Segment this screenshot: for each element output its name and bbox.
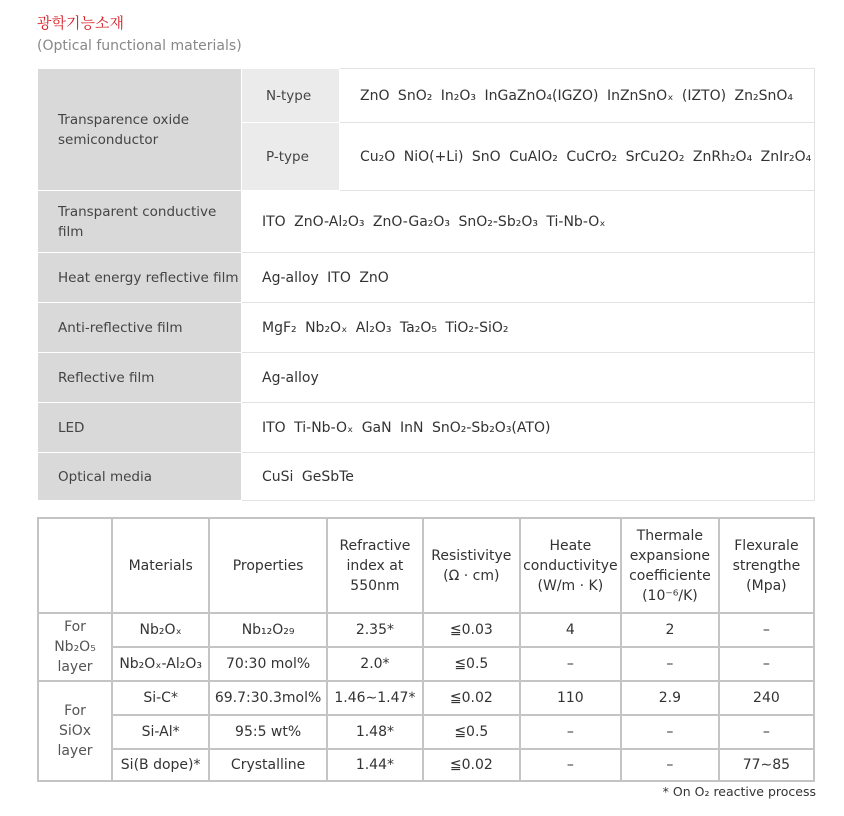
category-label: Transparence oxide semiconductor: [38, 69, 242, 191]
table-row: [38, 69, 815, 123]
materials-value: Ag-alloy ITO ZnO: [242, 253, 815, 303]
footnote: * On O₂ reactive process: [662, 784, 816, 799]
table-cell: 2: [621, 613, 719, 647]
table-row: [38, 303, 815, 353]
table-cell: 2.9: [621, 681, 719, 715]
table-row: [38, 253, 815, 303]
table-cell: 70:30 mol%: [209, 647, 327, 681]
table-cell: –: [719, 715, 814, 749]
column-header: Heate conductivitye (W/m · K): [520, 518, 621, 613]
column-header: Thermale expansione coefficiente (10⁻⁶/K): [621, 518, 719, 613]
table-cell: Nb₁₂O₂₉: [209, 613, 327, 647]
table-cell: Nb₂Oₓ: [112, 613, 209, 647]
table-cell: 1.48*: [327, 715, 423, 749]
table-cell: Si(B dope)*: [112, 749, 209, 781]
properties-table: [37, 517, 815, 782]
column-header: Resistivitye (Ω · cm): [423, 518, 520, 613]
table-cell: –: [719, 613, 814, 647]
table-cell: –: [621, 647, 719, 681]
group-label: For SiOx layer: [38, 681, 112, 781]
group-label: For Nb₂O₅ layer: [38, 613, 112, 681]
materials-value: ITO ZnO-Al₂O₃ ZnO-Ga₂O₃ SnO₂-Sb₂O₃ Ti-Nb-Oₓ: [242, 191, 815, 253]
table-cell: 95:5 wt%: [209, 715, 327, 749]
table-cell: ≦0.02: [423, 749, 520, 781]
table-row: [38, 647, 814, 681]
page-title-korean: 광학기능소재: [37, 14, 124, 32]
subtype-label: N-type: [242, 69, 340, 123]
table-cell: –: [719, 647, 814, 681]
table-cell: 69.7:30.3mol%: [209, 681, 327, 715]
table-row: [38, 353, 815, 403]
table-cell: –: [520, 647, 621, 681]
table-cell: ≦0.5: [423, 647, 520, 681]
column-header: Flexurale strengthe (Mpa): [719, 518, 814, 613]
materials-value: ZnO SnO₂ In₂O₃ InGaZnO₄(IGZO) InZnSnOₓ (IZTO) Zn₂SnO₄: [340, 69, 815, 123]
materials-value: Ag-alloy: [242, 353, 815, 403]
column-header: Materials: [112, 518, 209, 613]
materials-value: CuSi GeSbTe: [242, 453, 815, 501]
category-label: Heat energy reflective film: [38, 253, 242, 303]
subtype-label: P-type: [242, 123, 340, 191]
table-cell: ≦0.02: [423, 681, 520, 715]
table-cell: 77∼85: [719, 749, 814, 781]
column-header: Properties: [209, 518, 327, 613]
table-row: [38, 613, 814, 647]
table-cell: 1.44*: [327, 749, 423, 781]
applications-table: [37, 68, 815, 501]
page-title-english: (Optical functional materials): [37, 38, 242, 54]
header-row: [38, 518, 814, 613]
category-label: Anti-reflective film: [38, 303, 242, 353]
table-cell: Nb₂Oₓ-Al₂O₃: [112, 647, 209, 681]
table-cell: Si-C*: [112, 681, 209, 715]
category-label: Transparent conductive film: [38, 191, 242, 253]
table-row: [38, 715, 814, 749]
table-cell: –: [520, 749, 621, 781]
table-cell: –: [520, 715, 621, 749]
table-cell: Crystalline: [209, 749, 327, 781]
table-cell: 110: [520, 681, 621, 715]
materials-value: Cu₂O NiO(+Li) SnO CuAlO₂ CuCrO₂ SrCu2O₂ ZnRh₂O₄ ZnIr₂O₄: [340, 123, 815, 191]
table-cell: ≦0.5: [423, 715, 520, 749]
table-cell: –: [621, 715, 719, 749]
table-cell: 4: [520, 613, 621, 647]
table-cell: 2.0*: [327, 647, 423, 681]
table-row: [38, 453, 815, 501]
table-row: [38, 403, 815, 453]
table-cell: Si-Al*: [112, 715, 209, 749]
materials-value: MgF₂ Nb₂Oₓ Al₂O₃ Ta₂O₅ TiO₂-SiO₂: [242, 303, 815, 353]
column-header: [38, 518, 112, 613]
materials-value: ITO Ti-Nb-Oₓ GaN InN SnO₂-Sb₂O₃(ATO): [242, 403, 815, 453]
table-cell: ≦0.03: [423, 613, 520, 647]
table-cell: 2.35*: [327, 613, 423, 647]
column-header: Refractive index at 550nm: [327, 518, 423, 613]
table-row: [38, 191, 815, 253]
table-cell: 240: [719, 681, 814, 715]
category-label: LED: [38, 403, 242, 453]
table-row: [38, 749, 814, 781]
category-label: Reflective film: [38, 353, 242, 403]
table-cell: 1.46∼1.47*: [327, 681, 423, 715]
table-row: [38, 681, 814, 715]
table-cell: –: [621, 749, 719, 781]
category-label: Optical media: [38, 453, 242, 501]
